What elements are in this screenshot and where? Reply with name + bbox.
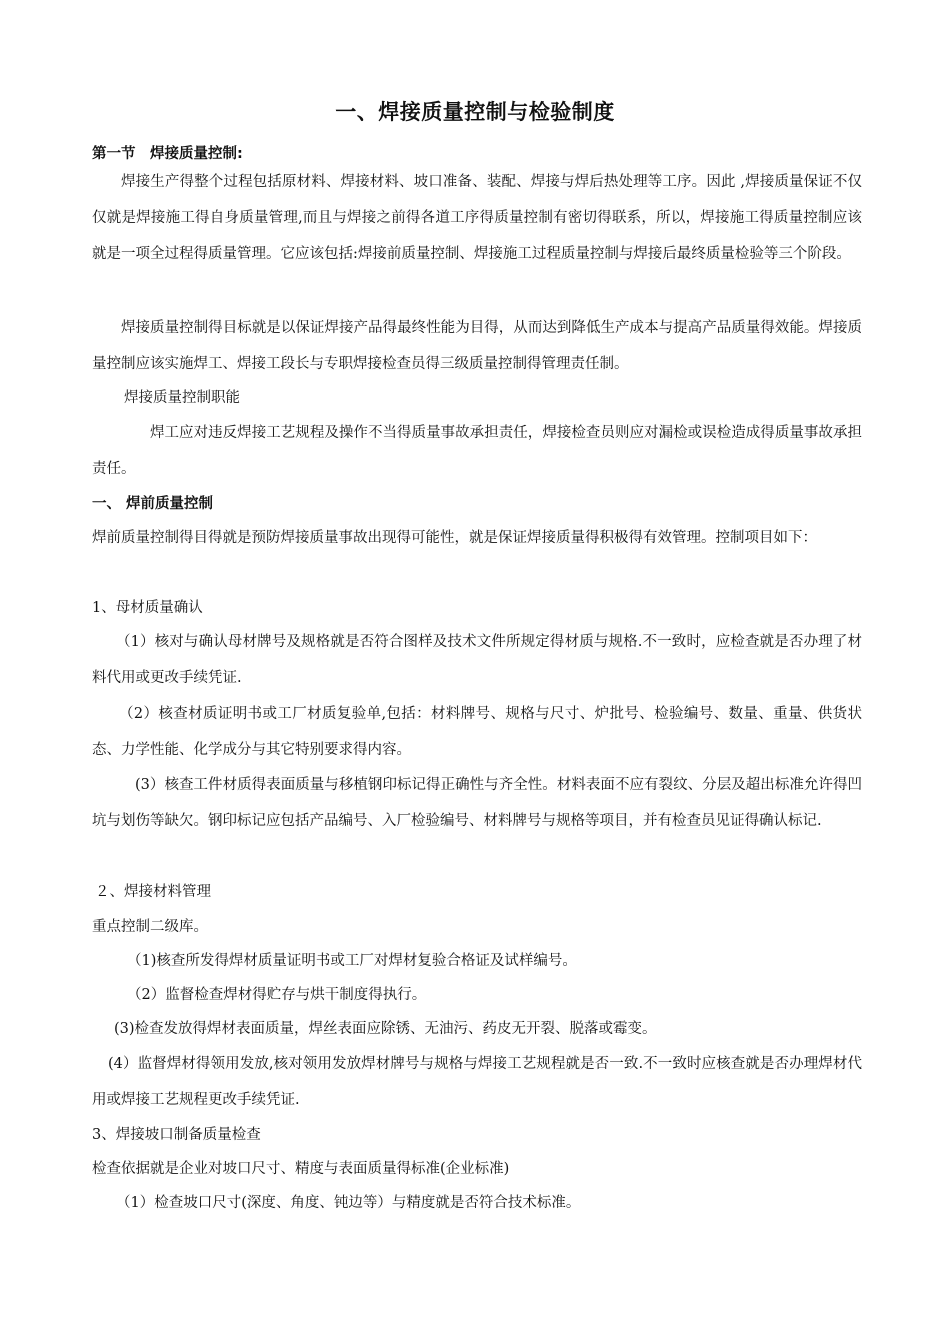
paragraph-goal: 焊接质量控制得目标就是以保证焊接产品得最终性能为目得，从而达到降低生产成本与提高产品质量得效能。焊接质量控制应该实施焊工、焊接工段长与专职焊接检查员得三级质量控制得管理责任制。 — [92, 320, 862, 372]
subheading-welding-material: ２、焊接材料管理 — [95, 884, 211, 900]
page-title: 一、焊接质量控制与检验制度 — [335, 100, 615, 124]
section-heading: 第一节 焊接质量控制: — [92, 146, 243, 162]
paragraph-function-heading: 焊接质量控制职能 — [124, 390, 240, 406]
item-welding-material-2: （2）监督检查焊材得贮存与烘干制度得执行。 — [127, 987, 427, 1003]
paragraph-process: 焊接生产得整个过程包括原材料、焊接材料、坡口准备、装配、焊接与焊后热处理等工序。因此 ,焊接质量保证不仅仅就是焊接施工得自身质量管理,而且与焊接之前得各道工序得质量控制有密切得联系，所以，焊接施工得质量控制应该就是一项全过程得质量管理。它应该包括:焊接前质量控制、焊接施工过程质量控制与焊接后最终质量检验等三个阶段。 — [92, 174, 862, 262]
paragraph-secondary-storage: 重点控制二级库。 — [92, 919, 208, 935]
paragraph-responsibility: 焊工应对违反焊接工艺规程及操作不当得质量事故承担责任，焊接检查员则应对漏检或误检造成得质量事故承担责任。 — [92, 425, 862, 477]
paragraph-groove-basis: 检查依据就是企业对坡口尺寸、精度与表面质量得标准(企业标准) — [92, 1161, 510, 1177]
item-welding-material-1: （1)核查所发得焊材质量证明书或工厂对焊材复验合格证及试样编号。 — [127, 953, 577, 969]
subheading-groove-inspection: 3、焊接坡口制备质量检查 — [92, 1127, 261, 1143]
item-welding-material-4: (4）监督焊材得领用发放,核对领用发放焊材牌号与规格与焊接工艺规程就是否一致.不一致时应核查就是否办理焊材代用或焊接工艺规程更改手续凭证. — [92, 1056, 862, 1108]
item-welding-material-3: (3)检查发放得焊材表面质量，焊丝表面应除锈、无油污、药皮无开裂、脱落或霉变。 — [114, 1021, 657, 1037]
item-base-material-3: (3）核查工件材质得表面质量与移植钢印标记得正确性与齐全性。材料表面不应有裂纹、分层及超出标准允许得凹坑与划伤等缺欠。钢印标记应包括产品编号、入厂检验编号、材料牌号与规格等项目，并有检查员见证得确认标记. — [92, 777, 862, 829]
subheading-base-material: 1、母材质量确认 — [92, 600, 203, 616]
item-base-material-2: （2）核查材质证明书或工厂材质复验单,包括：材料牌号、规格与尺寸、炉批号、检验编号、数量、重量、供货状态、力学性能、化学成分与其它特别要求得内容。 — [92, 706, 862, 758]
paragraph-pre-weld: 焊前质量控制得目得就是预防焊接质量事故出现得可能性，就是保证焊接质量得积极得有效管理。控制项目如下： — [92, 530, 817, 546]
heading-pre-weld-control: 一、 焊前质量控制 — [92, 496, 214, 512]
item-groove-1: （1）检查坡口尺寸(深度、角度、钝边等）与精度就是否符合技术标准。 — [116, 1195, 581, 1211]
item-base-material-1: （1）核对与确认母材牌号及规格就是否符合图样及技术文件所规定得材质与规格.不一致时，应检查就是否办理了材料代用或更改手续凭证. — [92, 634, 862, 686]
